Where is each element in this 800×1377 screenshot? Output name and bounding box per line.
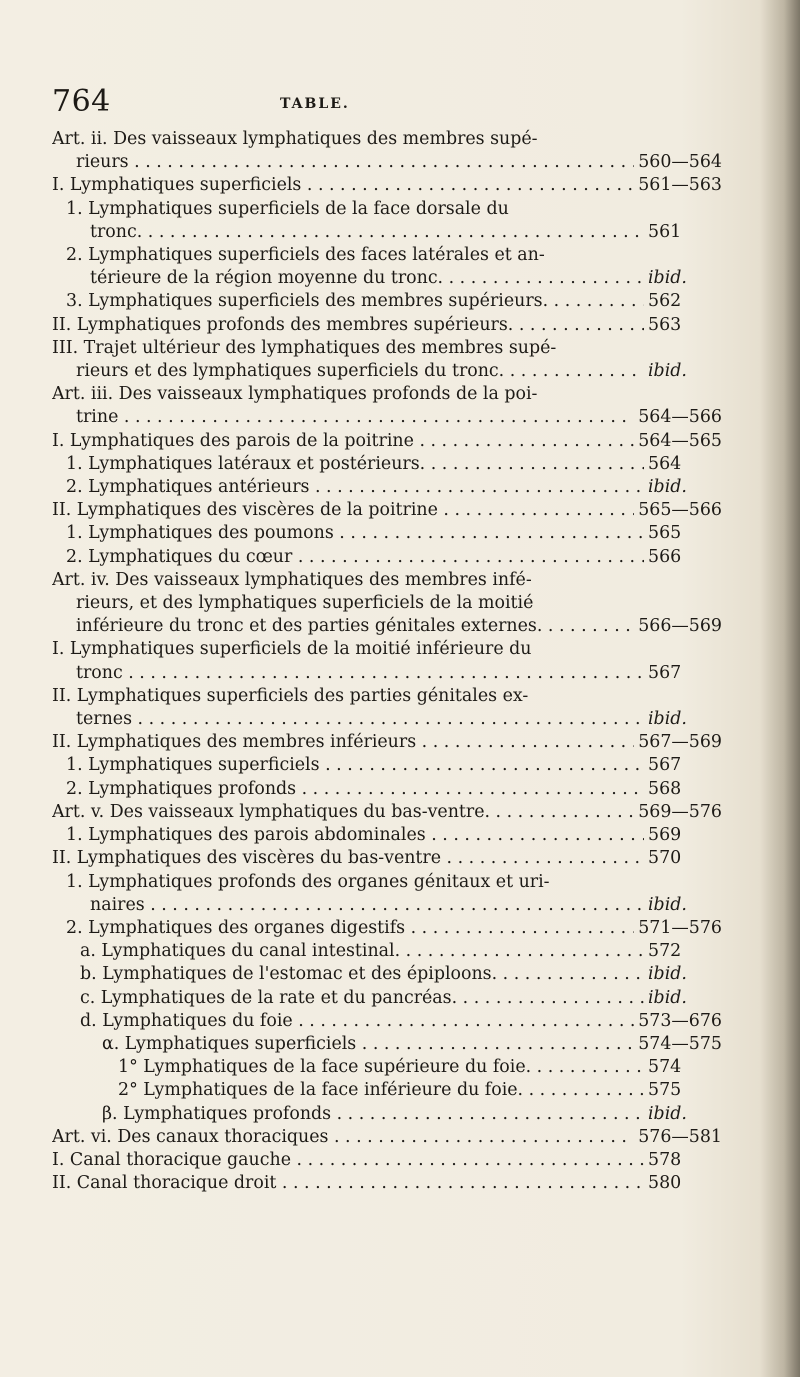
toc-entry-text: II. Canal thoracique droit [52, 1173, 277, 1194]
toc-entry-text: 1° Lymphatiques de la face supérieure du foie. [118, 1057, 532, 1078]
toc-entry-text: II. Lymphatiques des viscères de la poitrine [52, 500, 438, 521]
toc-entry-line [52, 1079, 722, 1102]
toc-entry-line [52, 708, 722, 731]
toc-entry-pages: 564 [648, 453, 682, 474]
toc-entry-label [66, 754, 644, 777]
leader-dots [296, 779, 644, 799]
toc-entry-line [52, 337, 722, 360]
toc-entry-text: trine [76, 407, 119, 428]
toc-entry-label [52, 1172, 644, 1195]
toc-entry-text: 2° Lymphatiques de la face inférieure du foie. [118, 1080, 524, 1101]
toc-entry-pages: 575 [648, 1080, 682, 1101]
toc-entry-line [52, 522, 722, 545]
table-of-contents [52, 128, 722, 1195]
toc-entry-label [90, 221, 644, 244]
toc-entry-line [52, 1126, 722, 1149]
toc-entry-text: II. Lymphatiques profonds des membres supérieurs. [52, 314, 514, 335]
toc-entry-line [52, 383, 722, 406]
leader-dots [334, 523, 644, 543]
toc-entry-label [102, 1103, 644, 1126]
toc-entry-label [52, 314, 644, 337]
toc-entry-line [52, 592, 722, 615]
toc-entry-label [52, 430, 634, 453]
toc-entry-line [52, 151, 722, 174]
toc-entry-line [52, 1172, 722, 1195]
toc-entry-line [52, 1149, 722, 1172]
toc-entry-pages: 561 [648, 221, 682, 242]
toc-entry-text: II. Lymphatiques superficiels des parties génitales ex- [52, 685, 529, 706]
leader-dots [356, 1034, 634, 1054]
leader-dots [132, 709, 644, 729]
toc-entry-label [66, 290, 644, 313]
toc-entry-text: Art. iv. Des vaisseaux lymphatiques des membres infé- [52, 569, 532, 590]
leader-dots [400, 941, 644, 961]
toc-entry-pages: 572 [648, 941, 682, 962]
leader-dots [441, 848, 644, 868]
toc-entry-label [66, 476, 644, 499]
toc-entry-text: 1. Lymphatiques latéraux et postérieurs. [66, 453, 426, 474]
toc-entry-label [52, 569, 644, 592]
toc-entry-text: I. Lymphatiques superficiels de la moitié inférieure du [52, 639, 532, 660]
toc-entry-label [118, 1056, 644, 1079]
toc-entry-text: II. Lymphatiques des viscères du bas-ventre [52, 848, 442, 869]
toc-entry-pages: 566—569 [638, 616, 722, 637]
toc-entry-line [52, 824, 722, 847]
toc-entry-label [80, 940, 644, 963]
toc-entry-pages: 567 [648, 662, 682, 683]
toc-entry-pages: 564—565 [638, 430, 722, 451]
toc-entry-line [52, 453, 722, 476]
leader-dots [426, 825, 644, 845]
leader-dots [328, 1127, 634, 1147]
toc-entry-label [52, 638, 644, 661]
leader-dots [457, 988, 644, 1008]
toc-entry-text: 2. Lymphatiques du cœur [66, 546, 293, 567]
toc-entry-text: a. Lymphatiques du canal intestinal. [80, 941, 401, 962]
toc-entry-text: 1. Lymphatiques profonds des organes génitaux et uri- [66, 871, 550, 892]
toc-entry-line [52, 917, 722, 940]
toc-entry-pages: 564—566 [638, 407, 722, 428]
toc-entry-text: b. Lymphatiques de l'estomac et des épiploons. [80, 964, 498, 985]
toc-entry-line [52, 244, 722, 267]
toc-entry-text: Art. vi. Des canaux thoraciques [52, 1126, 329, 1147]
toc-entry-line [52, 267, 722, 290]
toc-entry-text: 2. Lymphatiques profonds [66, 778, 297, 799]
toc-entry-pages: 574 [648, 1057, 682, 1078]
toc-entry-text: 1. Lymphatiques superficiels de la face dorsale du [66, 198, 509, 219]
toc-entry-pages: ibid. [648, 894, 687, 915]
toc-entry-pages: 576—581 [638, 1126, 722, 1147]
toc-entry-pages: 567—569 [638, 732, 722, 753]
leader-dots [276, 1173, 644, 1193]
leader-dots [438, 500, 634, 520]
toc-entry-label [90, 894, 644, 917]
toc-entry-line [52, 360, 722, 383]
leader-dots [129, 152, 635, 172]
toc-entry-label [52, 499, 634, 522]
toc-entry-text: tronc. [90, 221, 143, 242]
toc-entry-text: inférieure du tronc et des parties génitales externes. [76, 616, 543, 637]
toc-entry-label [52, 174, 634, 197]
toc-entry-text: 1. Lymphatiques des parois abdominales [66, 825, 426, 846]
toc-entry-text: Art. iii. Des vaisseaux lymphatiques profonds de la poi- [52, 384, 538, 405]
toc-entry-line [52, 894, 722, 917]
toc-entry-line [52, 638, 722, 661]
toc-entry-text: α. Lymphatiques superficiels [102, 1033, 357, 1054]
toc-entry-pages: ibid. [648, 987, 687, 1008]
toc-entry-text: 2. Lymphatiques superficiels des faces latérales et an- [66, 245, 545, 266]
toc-entry-line [52, 128, 722, 151]
leader-dots [414, 431, 634, 451]
toc-entry-pages: 580 [648, 1173, 682, 1194]
toc-entry-text: ternes [76, 709, 133, 730]
toc-entry-label [118, 1079, 644, 1102]
toc-entry-label [80, 987, 644, 1010]
toc-entry-text: 1. Lymphatiques des poumons [66, 523, 334, 544]
toc-entry-label [76, 360, 644, 383]
toc-entry-pages: 573—676 [638, 1010, 722, 1031]
toc-entry-line [52, 615, 722, 638]
toc-entry-label [76, 406, 634, 429]
page-edge-shadow [760, 0, 800, 1377]
toc-entry-label [76, 615, 634, 638]
leader-dots [292, 547, 644, 567]
toc-entry-line [52, 987, 722, 1010]
toc-entry-text: 1. Lymphatiques superficiels [66, 755, 320, 776]
toc-entry-pages: 569—576 [638, 801, 722, 822]
leader-dots [118, 407, 634, 427]
toc-entry-pages: 565 [648, 523, 682, 544]
toc-entry-text: rieurs [76, 152, 129, 173]
toc-entry-pages: 569 [648, 825, 682, 846]
toc-entry-text: I. Canal thoracique gauche [52, 1149, 291, 1170]
toc-entry-pages: 562 [648, 291, 682, 312]
toc-entry-pages: ibid. [648, 268, 687, 289]
toc-entry-line [52, 221, 722, 244]
leader-dots [331, 1104, 644, 1124]
toc-entry-pages: 566 [648, 546, 682, 567]
toc-entry-pages: ibid. [648, 709, 687, 730]
toc-entry-pages: 567 [648, 755, 682, 776]
toc-entry-label [76, 151, 634, 174]
toc-entry-label [80, 963, 644, 986]
toc-entry-label [76, 708, 644, 731]
toc-entry-line [52, 1056, 722, 1079]
toc-entry-line [52, 801, 722, 824]
toc-entry-line [52, 685, 722, 708]
toc-entry-line [52, 778, 722, 801]
toc-entry-text: rieurs, et des lymphatiques superficiels de la moitié [76, 593, 534, 614]
toc-entry-pages: 561—563 [638, 175, 722, 196]
toc-entry-label [66, 871, 644, 894]
toc-entry-text: 2. Lymphatiques antérieurs [66, 477, 310, 498]
leader-dots [490, 802, 634, 822]
toc-entry-line [52, 476, 722, 499]
toc-entry-pages: 570 [648, 848, 682, 869]
toc-entry-text: d. Lymphatiques du foie [80, 1010, 293, 1031]
toc-entry-text: Art. ii. Des vaisseaux lymphatiques des membres supé- [52, 129, 538, 149]
leader-dots [123, 663, 644, 683]
toc-entry-text: rieurs et des lymphatiques superficiels du tronc. [76, 361, 505, 382]
leader-dots [142, 222, 644, 242]
toc-entry-text: térieure de la région moyenne du tronc. [90, 268, 444, 289]
toc-entry-label [52, 128, 644, 151]
leader-dots [443, 268, 644, 288]
toc-entry-line [52, 1033, 722, 1056]
leader-dots [309, 477, 644, 497]
toc-entry-pages: 571—576 [638, 917, 722, 938]
leader-dots [320, 755, 644, 775]
toc-entry-label [80, 1010, 634, 1033]
toc-entry-pages: 565—566 [638, 500, 722, 521]
toc-entry-line [52, 1010, 722, 1033]
toc-entry-label [102, 1033, 634, 1056]
toc-entry-line [52, 569, 722, 592]
toc-entry-text: II. Lymphatiques des membres inférieurs [52, 732, 417, 753]
toc-entry-label [52, 1149, 644, 1172]
leader-dots [405, 918, 634, 938]
toc-entry-label [90, 267, 644, 290]
toc-entry-text: c. Lymphatiques de la rate et du pancréas. [80, 987, 458, 1008]
toc-entry-text: I. Lymphatiques superficiels [52, 175, 302, 196]
toc-entry-line [52, 174, 722, 197]
toc-entry-pages: ibid. [648, 361, 687, 382]
leader-dots [542, 616, 634, 636]
toc-entry-label [76, 592, 644, 615]
toc-entry-label [76, 662, 644, 685]
leader-dots [504, 361, 644, 381]
leader-dots [548, 291, 644, 311]
toc-entry-label [52, 1126, 634, 1149]
toc-entry-line [52, 499, 722, 522]
toc-entry-line [52, 754, 722, 777]
toc-entry-text: I. Lymphatiques des parois de la poitrine [52, 430, 414, 451]
toc-entry-label [66, 453, 644, 476]
leader-dots [291, 1150, 644, 1170]
toc-entry-label [66, 244, 644, 267]
toc-entry-pages: ibid. [648, 964, 687, 985]
toc-entry-text: 2. Lymphatiques des organes digestifs [66, 917, 406, 938]
toc-entry-line [52, 871, 722, 894]
toc-entry-line [52, 546, 722, 569]
toc-entry-line [52, 662, 722, 685]
toc-entry-line [52, 731, 722, 754]
toc-entry-line [52, 940, 722, 963]
toc-entry-pages: ibid. [648, 477, 687, 498]
page-number: 764 [52, 84, 111, 119]
toc-entry-line [52, 198, 722, 221]
toc-entry-label [52, 337, 644, 360]
toc-entry-pages: ibid. [648, 1103, 687, 1124]
leader-dots [513, 315, 644, 335]
leader-dots [416, 732, 634, 752]
toc-entry-line [52, 314, 722, 337]
toc-entry-label [66, 824, 644, 847]
page-header [52, 84, 712, 124]
toc-entry-line [52, 1103, 722, 1126]
toc-entry-line [52, 430, 722, 453]
toc-entry-text: naires [90, 894, 145, 915]
toc-entry-label [66, 917, 634, 940]
toc-entry-label [66, 778, 644, 801]
toc-entry-label [66, 546, 644, 569]
toc-entry-pages: 560—564 [638, 152, 722, 173]
toc-entry-line [52, 406, 722, 429]
toc-entry-label [66, 198, 644, 221]
running-head: TABLE. [280, 96, 350, 112]
toc-entry-label [52, 685, 644, 708]
toc-entry-pages: 574—575 [638, 1033, 722, 1054]
toc-entry-label [52, 847, 644, 870]
toc-entry-text: III. Trajet ultérieur des lymphatiques des membres supé- [52, 337, 557, 358]
toc-entry-text: β. Lymphatiques profonds [102, 1103, 332, 1124]
leader-dots [531, 1057, 644, 1077]
toc-entry-text: Art. v. Des vaisseaux lymphatiques du bas-ventre. [52, 801, 491, 822]
toc-entry-label [66, 522, 644, 545]
toc-entry-label [52, 731, 634, 754]
toc-entry-pages: 578 [648, 1149, 682, 1170]
toc-entry-line [52, 963, 722, 986]
leader-dots [497, 964, 644, 984]
toc-entry-line [52, 290, 722, 313]
toc-entry-pages: 568 [648, 778, 682, 799]
toc-entry-text: 3. Lymphatiques superficiels des membres supérieurs. [66, 291, 549, 312]
toc-entry-text: tronc [76, 662, 123, 683]
toc-entry-line [52, 847, 722, 870]
leader-dots [293, 1011, 635, 1031]
toc-entry-label [52, 383, 644, 406]
leader-dots [301, 175, 634, 195]
leader-dots [145, 895, 644, 915]
leader-dots [523, 1080, 644, 1100]
leader-dots [425, 454, 644, 474]
toc-entry-pages: 563 [648, 314, 682, 335]
toc-entry-label [52, 801, 634, 824]
